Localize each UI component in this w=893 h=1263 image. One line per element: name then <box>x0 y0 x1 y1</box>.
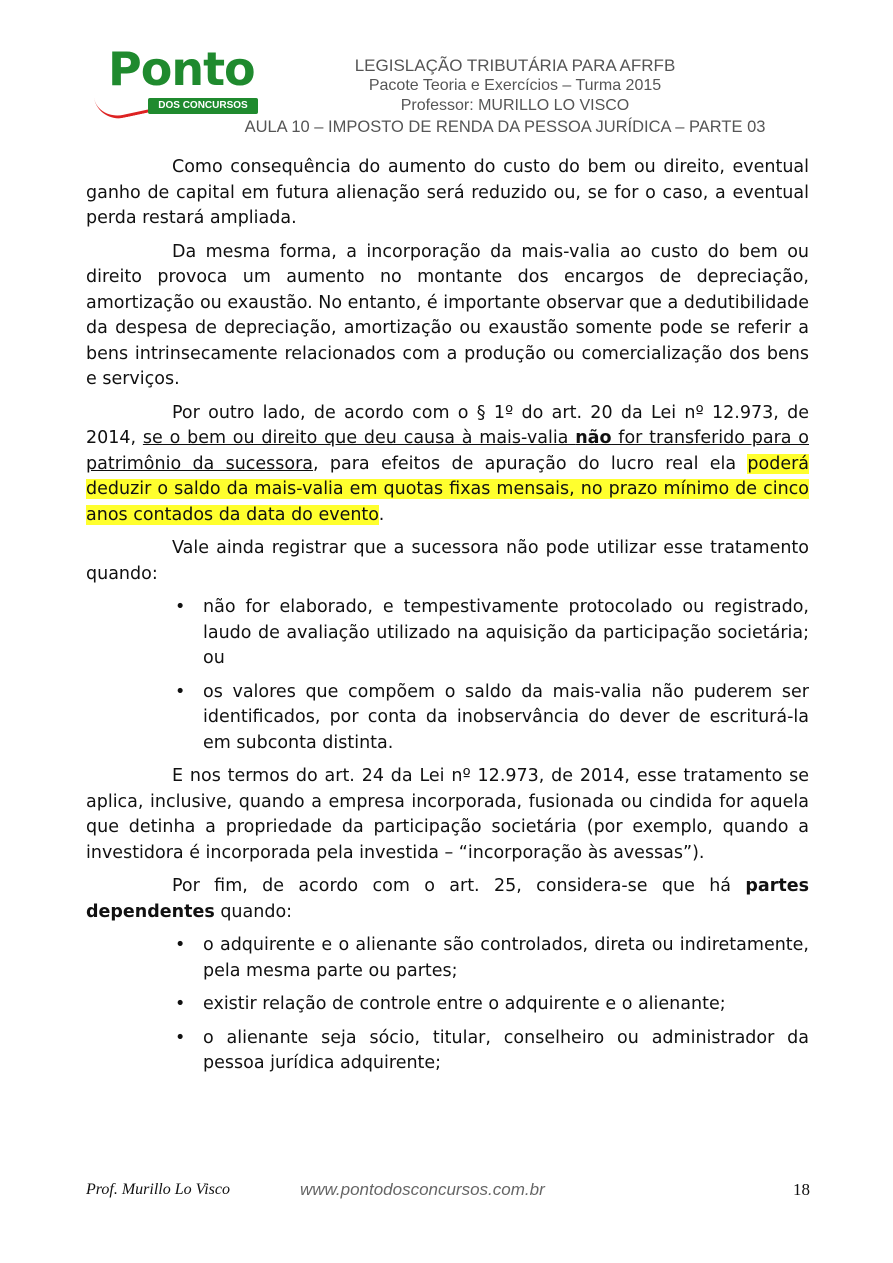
p6-bold-term: partes dependentes <box>86 876 809 922</box>
ponto-logo <box>92 42 272 120</box>
list-item: • não for elaborado, e tempestivamente protocolado ou registrado, laudo de avaliação utilizado na aquisição da participação societária; ou <box>203 595 809 672</box>
page-number: 18 <box>793 1180 810 1199</box>
p6-intro: Por fim, de acordo com o art. 25, considera-se que há <box>172 876 746 896</box>
list-item: • o adquirente e o alienante são controlados, direta ou indiretamente, pela mesma parte ou partes; <box>203 933 809 984</box>
paragraph-3 <box>86 401 809 529</box>
list-item: • os valores que compõem o saldo da mais-valia não puderem ser identificados, por conta da inobservância do dever de escriturá-la em subconta distinta. <box>203 680 809 757</box>
p3-highlighted: poderá deduzir o saldo da mais-valia em quotas fixas mensais, no prazo mínimo de cinco anos contados da data do evento <box>86 453 810 525</box>
paragraph-1: Como consequência do aumento do custo do bem ou direito, eventual ganho de capital em futura alienação será reduzido ou, se for o caso, a eventual perda restará ampliada. <box>86 157 809 228</box>
logo-tagline: DOS CONCURSOS <box>148 98 258 114</box>
header-professor: Professor: MURILLO LO VISCO <box>400 97 630 114</box>
p3-middle: , para efeitos de apuração do lucro real ela <box>313 453 748 474</box>
p3-intro: Por outro lado, de acordo com o § 1º do art. 20 da Lei nº 12.973, de 2014, <box>86 402 809 448</box>
paragraph-4: Vale ainda registrar que a sucessora não pode utilizar esse tratamento quando: <box>86 538 809 584</box>
p3-end: . <box>378 504 385 525</box>
paragraph-6 <box>86 874 809 925</box>
logo-wordmark: Ponto <box>108 42 255 96</box>
paragraph-5: E nos termos do art. 24 da Lei nº 12.973, de 2014, esse tratamento se aplica, inclusive, quando a empresa incorporada, fusionada ou cindida for aquela que detinha a propriedade da participação societária (por exemplo, quando a investidora é incorporada pela investida – “incorporação às avessas”). <box>86 766 809 863</box>
footer-website: www.pontodosconcursos.com.br <box>300 1180 545 1199</box>
footer-author: Prof. Murillo Lo Visco <box>86 1181 230 1198</box>
list-item: • existir relação de controle entre o adquirente e o alienante; <box>203 992 809 1018</box>
list-item: • o alienante seja sócio, titular, conselheiro ou administrador da pessoa jurídica adquirente; <box>203 1026 809 1077</box>
p6-end: quando: <box>214 901 293 922</box>
paragraph-2: Da mesma forma, a incorporação da mais-valia ao custo do bem ou direito provoca um aumento no montante dos encargos de depreciação, amortização ou exaustão. No entanto, é importante observar que a dedutibilidade da despesa de depreciação, amortização ou exaustão somente pode se referir a bens intrinsecamente relacionados com a produção ou comercialização dos bens e serviços. <box>86 241 809 389</box>
p3-underlined-bold: não <box>575 428 612 448</box>
bullet-list-1 <box>86 595 809 756</box>
bullet-list-2 <box>86 933 809 1077</box>
header-package: Pacote Teoria e Exercícios – Turma 2015 <box>368 77 662 94</box>
document-body <box>86 155 809 1085</box>
p3-underlined-2: for transferido para o patrimônio da sucessora <box>86 428 810 474</box>
header-course-title: LEGISLAÇÃO TRIBUTÁRIA PARA AFRFB <box>354 56 676 75</box>
header-lesson: AULA 10 – IMPOSTO DE RENDA DA PESSOA JURÍDICA – PARTE 03 <box>244 118 766 136</box>
p3-underlined-1: se o bem ou direito que deu causa à mais-valia <box>142 428 576 448</box>
